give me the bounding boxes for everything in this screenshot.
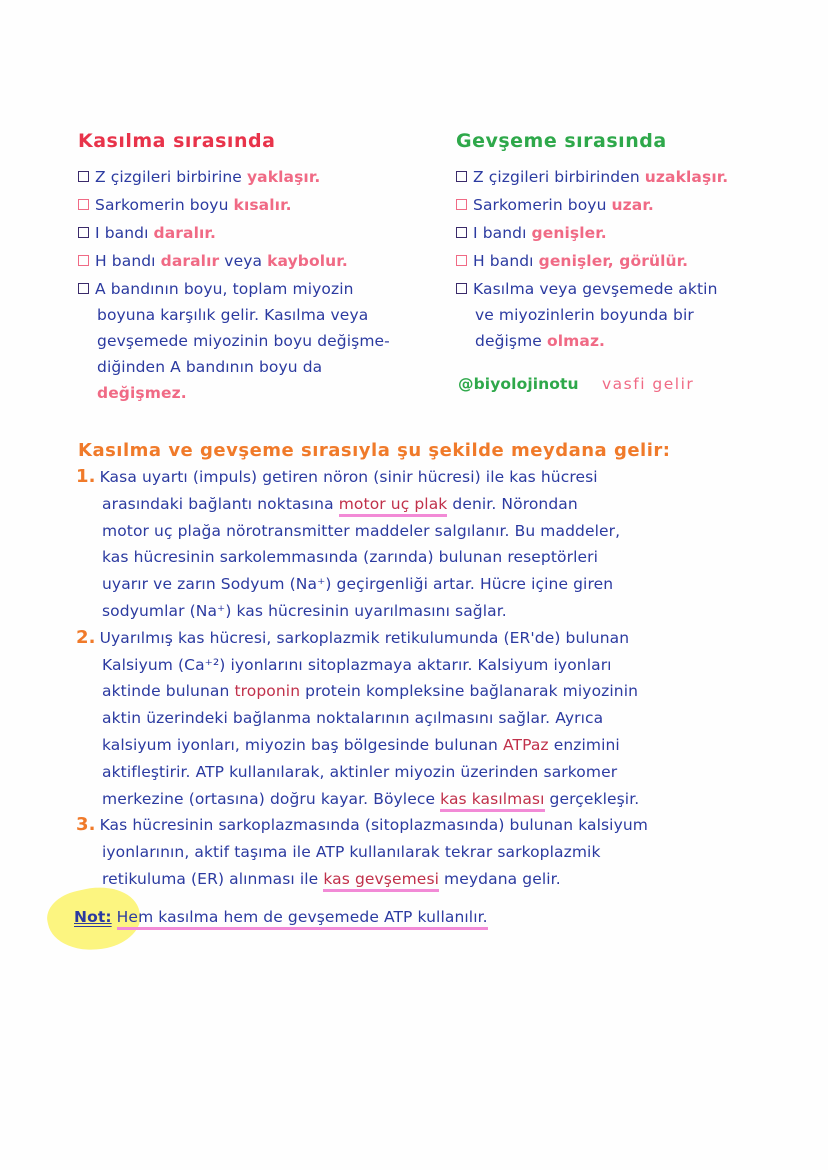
text-line <box>102 546 598 568</box>
step-number: 3. <box>76 814 96 836</box>
text-segment: A bandının boyu, toplam miyozin <box>95 280 354 298</box>
checkbox-icon <box>78 283 89 294</box>
checkbox-icon <box>456 255 467 266</box>
text-segment: merkezine (ortasına) doğru kayar. Böylece <box>102 789 441 808</box>
highlighted-term: kas kasılması <box>440 790 544 812</box>
highlighted-term: değişmez. <box>97 384 187 402</box>
highlighted-term: daralır. <box>153 224 216 242</box>
highlighted-term: uzar. <box>611 196 654 214</box>
text-segment: Kas hücresinin sarkoplazmasında (sitoplazmasında) bulunan kalsiyum <box>99 816 648 835</box>
text-line <box>102 841 601 863</box>
text-line <box>456 194 654 216</box>
checkbox-icon <box>456 283 467 294</box>
text-line <box>97 382 187 404</box>
checkbox-icon <box>78 255 89 266</box>
text-segment: Kasılma veya gevşemede aktin <box>473 280 718 298</box>
checkbox-icon <box>78 171 89 182</box>
text-line <box>97 304 368 326</box>
text-segment: gerçekleşir. <box>544 789 640 808</box>
text-line <box>102 600 507 622</box>
text-segment: aktinde bulunan <box>102 682 235 701</box>
author-name: vasfi gelir <box>602 375 695 393</box>
text-line <box>456 250 688 272</box>
checkbox-icon <box>456 227 467 238</box>
text-line <box>76 814 648 836</box>
text-line <box>102 707 603 729</box>
text-line <box>456 222 607 244</box>
text-segment: kalsiyum iyonları, miyozin baş bölgesinde bulunan <box>102 736 504 754</box>
process-heading: Kasılma ve gevşeme sırasıyla şu şekilde meydana gelir: <box>78 440 671 461</box>
text-segment: Z çizgileri birbirinden <box>473 168 645 186</box>
relaxation-heading: Gevşeme sırasında <box>456 130 667 152</box>
highlighted-term: yaklaşır. <box>246 168 321 186</box>
note-label: Not: <box>74 908 112 926</box>
text-segment: Sarkomerin boyu <box>95 196 234 214</box>
text-line <box>102 493 578 515</box>
text-segment: Uyarılmış kas hücresi, sarkoplazmik retikulumunda (ER'de) bulunan <box>99 628 630 647</box>
text-segment: arasındaki bağlantı noktasına <box>102 494 339 513</box>
text-segment: ve miyozinlerin boyunda bir <box>475 306 694 324</box>
text-segment: uyarır ve zarın Sodyum (Na⁺) geçirgenliği artar. Hücre içine giren <box>102 575 614 594</box>
text-segment: veya <box>219 252 268 270</box>
text-line <box>456 166 728 188</box>
text-line <box>102 788 639 810</box>
text-segment: I bandı <box>473 224 532 242</box>
text-line <box>78 250 348 272</box>
text-segment: Kasa uyartı (impuls) getiren nöron (sinir hücresi) ile kas hücresi <box>99 468 598 486</box>
text-segment: kas hücresinin sarkolemmasında (zarında) bulunan reseptörleri <box>102 548 598 567</box>
text-line <box>78 194 292 216</box>
highlighted-term: ATPaz <box>503 736 549 754</box>
text-segment: sodyumlar (Na⁺) kas hücresinin uyarılmasını sağlar. <box>102 602 507 620</box>
text-segment: Sarkomerin boyu <box>473 196 612 214</box>
text-line <box>475 304 694 326</box>
highlighted-term: troponin <box>234 682 301 701</box>
text-line <box>76 627 629 649</box>
checkbox-icon <box>456 199 467 210</box>
text-segment: değişme <box>475 332 547 350</box>
text-line <box>475 330 605 352</box>
text-segment: retikuluma (ER) alınması ile <box>102 870 324 888</box>
text-line <box>102 654 612 676</box>
text-segment: aktifleştirir. ATP kullanılarak, aktinler miyozin üzerinden sarkomer <box>102 762 618 781</box>
note-text: Hem kasılma hem de gevşemede ATP kullanılır. <box>117 908 488 930</box>
highlighted-term: olmaz. <box>546 332 606 350</box>
text-line <box>102 573 613 595</box>
text-segment: H bandı <box>95 252 161 270</box>
contraction-heading: Kasılma sırasında <box>78 130 276 152</box>
checkbox-icon <box>456 171 467 182</box>
text-line <box>76 466 598 488</box>
highlighted-term: kas gevşemesi <box>323 870 439 892</box>
text-segment: H bandı <box>473 252 539 270</box>
highlighted-term: kısalır. <box>233 196 292 214</box>
text-line <box>102 520 620 542</box>
text-segment: Z çizgileri birbirine <box>95 168 247 186</box>
highlighted-term: genişler. <box>531 224 607 242</box>
step-number: 1. <box>76 466 96 487</box>
text-segment: aktin üzerindeki bağlanma noktalarının açılmasını sağlar. Ayrıca <box>102 709 604 728</box>
text-segment: Kalsiyum (Ca⁺²) iyonlarını sitoplazmaya aktarır. Kalsiyum iyonları <box>102 655 612 674</box>
text-line <box>78 166 320 188</box>
author-handle: @biyolojinotu <box>458 375 579 393</box>
highlighted-term: motor uç plak <box>339 495 448 517</box>
text-segment: iyonlarının, aktif taşıma ile ATP kullanılarak tekrar sarkoplazmik <box>102 843 601 862</box>
note-line <box>74 906 488 928</box>
text-segment: enzimini <box>548 736 620 754</box>
highlighted-term: daralır <box>160 252 220 270</box>
step-number: 2. <box>76 626 96 648</box>
text-segment: boyuna karşılık gelir. Kasılma veya <box>97 306 369 324</box>
text-segment: protein kompleksine bağlanarak miyozinin <box>300 682 639 701</box>
text-segment: motor uç plağa nörotransmitter maddeler salgılanır. Bu maddeler, <box>102 521 621 540</box>
text-line <box>102 734 620 756</box>
checkbox-icon <box>78 199 89 210</box>
text-segment: gevşemede miyozinin boyu değişme- <box>97 332 390 350</box>
checkbox-icon <box>78 227 89 238</box>
text-segment: denir. Nörondan <box>447 494 578 513</box>
highlighted-term: kaybolur. <box>267 252 348 270</box>
highlighted-term: genişler, görülür. <box>538 252 689 270</box>
text-line <box>78 278 354 300</box>
text-segment: diğinden A bandının boyu da <box>97 358 323 376</box>
text-line <box>102 761 617 783</box>
text-line <box>102 868 561 890</box>
text-segment: I bandı <box>95 224 154 242</box>
text-line <box>456 278 718 300</box>
text-segment: meydana gelir. <box>439 870 561 888</box>
text-line <box>97 330 390 352</box>
text-line <box>102 680 638 702</box>
highlighted-term: uzaklaşır. <box>644 168 729 186</box>
text-line <box>78 222 216 244</box>
text-line <box>97 356 322 378</box>
